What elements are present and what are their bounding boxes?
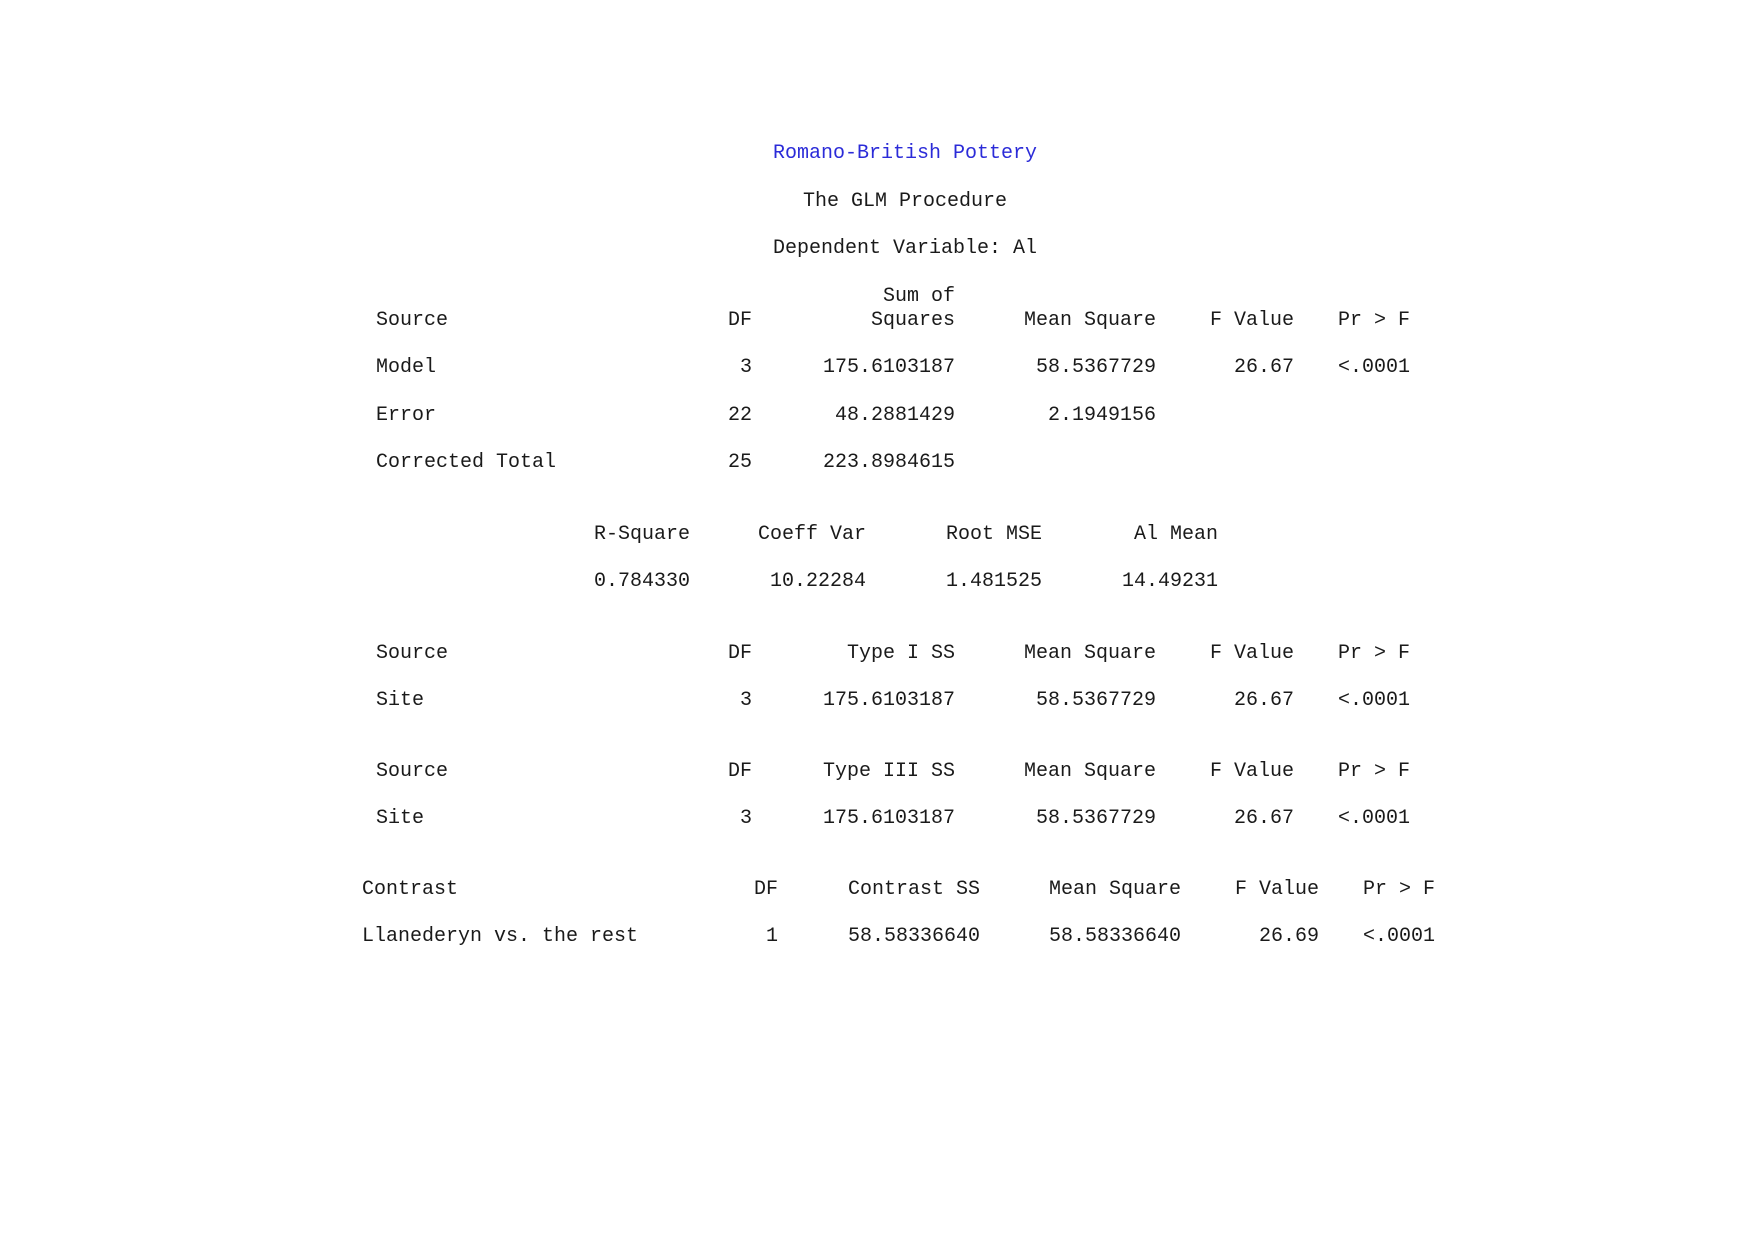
type1-header-f: F Value — [1209, 642, 1294, 665]
anova-header-f: F Value — [1209, 309, 1294, 332]
type1-cell-f: 26.67 — [1233, 689, 1294, 712]
contrast-header-p: Pr > F — [1363, 878, 1436, 901]
type3-header-df: DF — [727, 760, 752, 783]
type3-header-ms: Mean Square — [1023, 760, 1156, 783]
anova-header-source: Source — [376, 309, 449, 332]
fit-header-coeffvar: Coeff Var — [757, 523, 866, 546]
anova-cell-df: 3 — [739, 356, 752, 379]
anova-cell-source: Error — [376, 404, 437, 427]
type1-cell-p: <.0001 — [1338, 689, 1411, 712]
contrast-cell-name: Llanederyn vs. the rest — [362, 925, 639, 948]
fit-header-rsquare: R-Square — [593, 523, 690, 546]
contrast-cell-df: 1 — [765, 925, 778, 948]
anova-cell-ms: 58.5367729 — [1035, 356, 1156, 379]
fit-value-coeffvar: 10.22284 — [769, 570, 866, 593]
type1-cell-source: Site — [376, 689, 425, 712]
anova-cell-df: 25 — [727, 451, 752, 474]
type3-header-source: Source — [376, 760, 449, 783]
report-title: Romano-British Pottery — [772, 142, 1038, 165]
contrast-cell-ss: 58.58336640 — [847, 925, 980, 948]
fit-header-rootmse: Root MSE — [945, 523, 1042, 546]
type3-cell-ss: 175.6103187 — [822, 807, 955, 830]
fit-value-rsquare: 0.784330 — [593, 570, 690, 593]
anova-header-ss-line1: Sum of — [882, 285, 955, 308]
fit-value-almean: 14.49231 — [1121, 570, 1218, 593]
anova-header-p: Pr > F — [1338, 309, 1411, 332]
type1-header-ss: Type I SS — [846, 642, 955, 665]
anova-cell-p: <.0001 — [1338, 356, 1411, 379]
anova-header-ms: Mean Square — [1023, 309, 1156, 332]
anova-header-df: DF — [727, 309, 752, 332]
type3-cell-df: 3 — [739, 807, 752, 830]
type3-cell-f: 26.67 — [1233, 807, 1294, 830]
fit-header-almean: Al Mean — [1133, 523, 1218, 546]
anova-cell-df: 22 — [727, 404, 752, 427]
type3-cell-p: <.0001 — [1338, 807, 1411, 830]
contrast-header-ss: Contrast SS — [847, 878, 980, 901]
fit-value-rootmse: 1.481525 — [945, 570, 1042, 593]
type1-cell-ss: 175.6103187 — [822, 689, 955, 712]
anova-cell-source: Model — [376, 356, 437, 379]
type1-header-source: Source — [376, 642, 449, 665]
contrast-cell-f: 26.69 — [1258, 925, 1319, 948]
anova-cell-source: Corrected Total — [376, 451, 557, 474]
type3-header-ss: Type III SS — [822, 760, 955, 783]
contrast-header-f: F Value — [1234, 878, 1319, 901]
contrast-header-ms: Mean Square — [1048, 878, 1181, 901]
procedure-title: The GLM Procedure — [802, 190, 1008, 213]
anova-cell-ms: 2.1949156 — [1047, 404, 1156, 427]
type3-header-p: Pr > F — [1338, 760, 1411, 783]
type1-header-ms: Mean Square — [1023, 642, 1156, 665]
contrast-cell-p: <.0001 — [1363, 925, 1436, 948]
contrast-header-name: Contrast — [362, 878, 459, 901]
dependent-variable: Dependent Variable: Al — [772, 237, 1038, 260]
anova-cell-f: 26.67 — [1233, 356, 1294, 379]
anova-cell-ss: 48.2881429 — [834, 404, 955, 427]
anova-cell-ss: 175.6103187 — [822, 356, 955, 379]
contrast-header-df: DF — [753, 878, 778, 901]
contrast-cell-ms: 58.58336640 — [1048, 925, 1181, 948]
type1-cell-df: 3 — [739, 689, 752, 712]
anova-header-ss-line2: Squares — [870, 309, 955, 332]
type1-cell-ms: 58.5367729 — [1035, 689, 1156, 712]
type1-header-p: Pr > F — [1338, 642, 1411, 665]
type3-header-f: F Value — [1209, 760, 1294, 783]
type3-cell-source: Site — [376, 807, 425, 830]
type1-header-df: DF — [727, 642, 752, 665]
type3-cell-ms: 58.5367729 — [1035, 807, 1156, 830]
anova-cell-ss: 223.8984615 — [822, 451, 955, 474]
